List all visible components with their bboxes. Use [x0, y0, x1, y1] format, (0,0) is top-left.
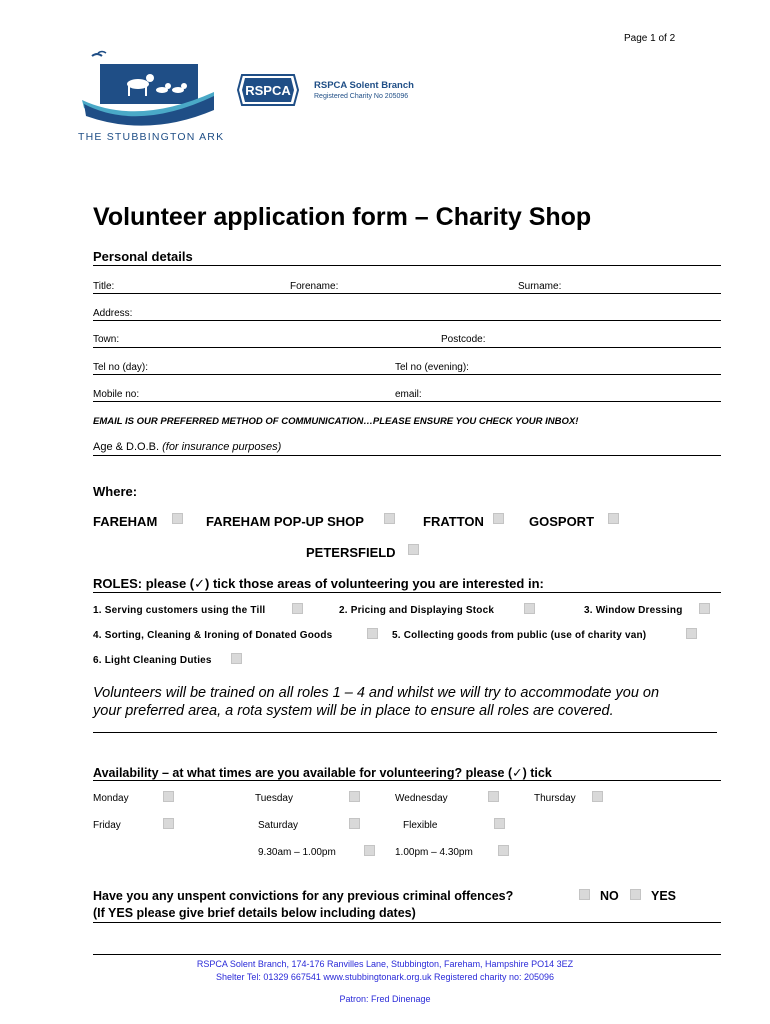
divider: [93, 780, 721, 781]
role-4: 4. Sorting, Cleaning & Ironing of Donated Goods: [93, 630, 333, 641]
rspca-logo: [236, 73, 300, 107]
address-line[interactable]: [93, 320, 721, 321]
day-wednesday: Wednesday: [395, 793, 448, 804]
day-thursday: Thursday: [534, 793, 576, 804]
role-3-checkbox[interactable]: [699, 603, 710, 614]
location-fareham-popup: FAREHAM POP-UP SHOP: [206, 514, 364, 529]
name-row-line[interactable]: [93, 293, 721, 294]
day-monday: Monday: [93, 793, 129, 804]
age-note: (for insurance purposes): [162, 441, 282, 453]
option-afternoon: 1.00pm – 4.30pm: [395, 847, 473, 858]
fratton-checkbox[interactable]: [493, 513, 504, 524]
location-gosport: GOSPORT: [529, 514, 595, 529]
wednesday-checkbox[interactable]: [488, 791, 499, 802]
page-number: Page 1 of 2: [624, 33, 676, 44]
option-morning: 9.30am – 1.00pm: [258, 847, 336, 858]
friday-checkbox[interactable]: [163, 818, 174, 829]
petersfield-checkbox[interactable]: [408, 544, 419, 555]
footer-contact: Shelter Tel: 01329 667541 www.stubbingtonark.org.uk Registered charity no: 205096: [215, 972, 555, 982]
role-6: 6. Light Cleaning Duties: [93, 655, 212, 666]
email-label: email:: [395, 389, 422, 400]
role-3: 3. Window Dressing: [584, 605, 683, 616]
gosport-checkbox[interactable]: [608, 513, 619, 524]
option-flexible: Flexible: [403, 820, 438, 831]
role-1: 1. Serving customers using the Till: [93, 605, 266, 616]
age-dob-label: [93, 441, 281, 453]
monday-checkbox[interactable]: [163, 791, 174, 802]
afternoon-checkbox[interactable]: [498, 845, 509, 856]
convictions-yes-checkbox[interactable]: [630, 889, 641, 900]
footer-address: RSPCA Solent Branch, 174-176 Ranvilles Lane, Stubbington, Fareham, Hampshire PO14 3EZ: [196, 959, 574, 969]
location-fratton: FRATTON: [423, 514, 484, 529]
convictions-no-label: NO: [600, 889, 619, 903]
ark-name: THE STUBBINGTON ARK: [78, 131, 225, 143]
charity-number: Registered Charity No 205096: [314, 93, 409, 100]
mobile-label: Mobile no:: [93, 389, 140, 400]
page-title: Volunteer application form – Charity Shop: [93, 203, 592, 231]
role-2: 2. Pricing and Displaying Stock: [339, 605, 495, 616]
convictions-no-checkbox[interactable]: [579, 889, 590, 900]
email-notice: EMAIL IS OUR PREFERRED METHOD OF COMMUNICATION…PLEASE ENSURE YOU CHECK YOUR INBOX!: [93, 416, 579, 427]
location-fareham: FAREHAM: [93, 514, 158, 529]
where-heading: Where:: [93, 484, 138, 499]
availability-heading: Availability – at what times are you available for volunteering? please (✓) tick: [93, 766, 552, 780]
tel-evening-label: Tel no (evening):: [395, 362, 469, 373]
mobile-line[interactable]: [93, 401, 721, 402]
town-label: Town:: [93, 334, 120, 345]
details-line[interactable]: [93, 922, 721, 923]
training-note-line2: your preferred area, a rota system will be in place to ensure all roles are covered.: [93, 703, 614, 719]
convictions-question: Have you any unspent convictions for any previous criminal offences?: [93, 889, 514, 903]
location-petersfield: PETERSFIELD: [306, 545, 396, 560]
divider: [93, 265, 721, 266]
day-tuesday: Tuesday: [255, 793, 293, 804]
divider: [93, 592, 721, 593]
postcode-label: Postcode:: [441, 334, 486, 345]
role-2-checkbox[interactable]: [524, 603, 535, 614]
saturday-checkbox[interactable]: [349, 818, 360, 829]
tel-line[interactable]: [93, 374, 721, 375]
training-note-line1: Volunteers will be trained on all roles 1 – 4 and whilst we will try to accommodate you on: [93, 685, 660, 701]
age-line[interactable]: [93, 455, 721, 456]
branch-name: RSPCA Solent Branch: [314, 80, 414, 91]
day-saturday: Saturday: [258, 820, 299, 831]
stubbington-ark-logo: [78, 50, 228, 130]
tuesday-checkbox[interactable]: [349, 791, 360, 802]
title-label: Title:: [93, 281, 115, 292]
surname-label: Surname:: [518, 281, 562, 292]
fareham-popup-checkbox[interactable]: [384, 513, 395, 524]
role-5: 5. Collecting goods from public (use of charity van): [392, 630, 647, 641]
tel-day-label: Tel no (day):: [93, 362, 149, 373]
fareham-checkbox[interactable]: [172, 513, 183, 524]
role-5-checkbox[interactable]: [686, 628, 697, 639]
day-friday: Friday: [93, 820, 121, 831]
role-6-checkbox[interactable]: [231, 653, 242, 664]
role-4-checkbox[interactable]: [367, 628, 378, 639]
morning-checkbox[interactable]: [364, 845, 375, 856]
convictions-yes-label: YES: [651, 889, 677, 903]
footer-divider: [93, 954, 721, 955]
personal-details-heading: Personal details: [93, 249, 193, 264]
town-line[interactable]: [93, 347, 721, 348]
footer-patron: Patron: Fred Dinenage: [339, 994, 431, 1004]
rspca-badge-text: RSPCA: [245, 83, 291, 98]
divider: [93, 732, 717, 733]
roles-heading: ROLES: please (✓) tick those areas of volunteering you are interested in:: [93, 576, 544, 591]
forename-label: Forename:: [290, 281, 339, 292]
thursday-checkbox[interactable]: [592, 791, 603, 802]
age-label-text: Age & D.O.B.: [93, 441, 160, 453]
flexible-checkbox[interactable]: [494, 818, 505, 829]
address-label: Address:: [93, 308, 133, 319]
role-1-checkbox[interactable]: [292, 603, 303, 614]
convictions-details-note: (If YES please give brief details below including dates): [93, 906, 416, 920]
